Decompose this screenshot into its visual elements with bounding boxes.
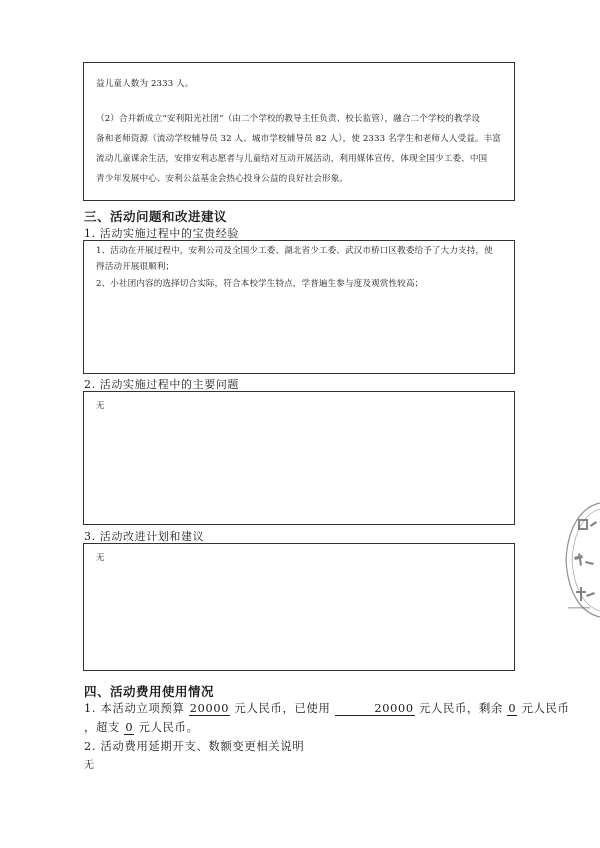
- experience-line: 得活动开展很顺利；: [96, 262, 175, 272]
- improvement-box: [83, 543, 515, 671]
- experience-line: 1、活动在开展过程中，安利公司及全国少工委、湖北省少工委、武汉市桥口区教委给予了大力支持，使: [96, 246, 493, 256]
- budget-text: ，超支: [84, 721, 120, 734]
- budget-line-2: [84, 719, 199, 735]
- improvement-content: 无: [96, 553, 105, 563]
- section-4-title: 四、活动费用使用情况: [84, 684, 215, 699]
- budget-text: 元人民币，剩余: [419, 702, 504, 715]
- problems-content: 无: [96, 401, 105, 411]
- item-2-content: 无: [84, 760, 95, 771]
- subsection-3-title: 3. 活动改进计划和建议: [84, 530, 205, 543]
- budget-line-1: [84, 700, 570, 716]
- section-3-title: 三、活动问题和改进建议: [84, 209, 228, 224]
- budget-text: 元人民币，已使用: [234, 702, 331, 715]
- summary-line: 青少年发展中心、安利公益基金会热心投身公益的良好社会形象。: [96, 174, 349, 184]
- summary-line: 益儿童人数为 2333 人。: [96, 79, 194, 89]
- summary-box: [83, 62, 515, 201]
- summary-line: 备和老师资源（流动学校辅导员 32 人、城市学校辅导员 82 人），使 2333 名学生和老师人人受益。丰富: [96, 134, 501, 144]
- used-value: 20000: [335, 702, 415, 716]
- item-2-title: 2. 活动费用延期开支、数额变更相关说明: [84, 740, 305, 753]
- budget-text: 1. 本活动立项预算: [84, 702, 185, 715]
- over-value: 0: [125, 721, 134, 734]
- remaining-value: 0: [508, 702, 517, 715]
- seal-stamp-icon: [562, 495, 600, 625]
- subsection-1-title: 1. 活动实施过程中的宝贵经验: [84, 227, 239, 240]
- problems-box: [83, 391, 515, 525]
- budget-text: 元人民币: [521, 702, 570, 715]
- summary-line: 流动儿童课余生活，安排安利志愿者与儿童结对互动开展活动，利用媒体宣传，体现全国少工委、中国: [96, 154, 488, 164]
- experience-line: 2、小社团内容的选择切合实际，符合本校学生特点，学普遍生参与度及观赏性较高；: [96, 279, 424, 289]
- subsection-2-title: 2. 活动实施过程中的主要问题: [84, 378, 239, 391]
- summary-line: （2）合并新成立“安利阳光社团”（由二个学校的教导主任负责、校长监管），融合二个学校的教学设: [96, 114, 481, 124]
- budget-text: 元人民币。: [138, 721, 199, 734]
- budget-value: 20000: [189, 702, 230, 715]
- experience-box: [83, 240, 515, 374]
